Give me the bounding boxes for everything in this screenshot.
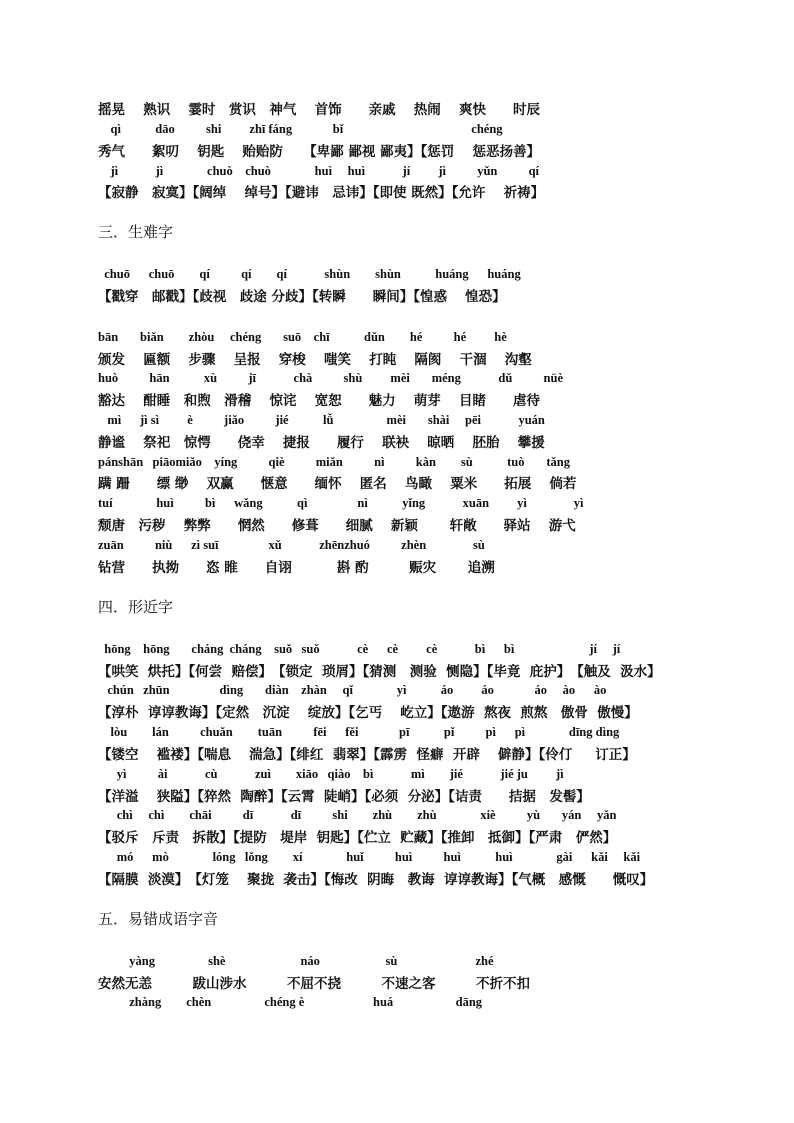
pinyin-row-16: mó mò lóng lǒng xí huǐ huì huì huì gài kǎi kǎi [98,850,641,864]
pinyin-row-7: mì jì sì è jiǎo jié lǚ mèi shài pēi yuán [98,413,545,427]
vocab-row-2: 秀气 絮叨 钥匙 贻贻防 【卑鄙 鄙视 鄙夷】【惩罚 惩恶扬善】 [98,144,540,160]
vocab-row-1: 摇晃 熟识 霎时 赏识 神气 首饰 亲戚 热闹 爽快 时辰 [98,102,540,118]
idiom-row-1: 安然无恙 跋山涉水 不屈不挠 不速之客 不折不扣 [98,976,530,992]
section-heading-4: 四．形近字 [98,598,174,616]
vocab-row-9: 颓唐 污秽 弊弊 惘然 修葺 细腻 新颖 轩敞 驿站 游弋 [98,518,576,534]
pinyin-row-13: lòu lán chuǎn tuān fēi fěi pī pǐ pì pì dīng dìng [98,725,620,739]
vocab-row-8: 蹒 跚 缥 缈 双赢 惬意 缅怀 匿名 鸟瞰 粟米 拓展 倘若 [98,476,577,492]
pinyin-row-12: chún zhūn dìng diàn zhàn qǐ yì áo áo áo ào ào [98,683,607,697]
vocab-row-4: 【戳穿 邮戳】【歧视 歧途 分歧】【转瞬 瞬间】【惶惑 惶恐】 [98,289,506,305]
section-heading-3: 三．生难字 [98,223,174,241]
vocab-row-13: 【镂空 褴褛】【喘息 湍急】【绯红 翡翠】【霹雳 怪癖 开辟 僻静】【伶仃 订正】 [98,747,636,763]
vocab-row-14: 【洋溢 狭隘】【猝然 陶醉】【云霄 陡峭】【必须 分泌】【诘责 拮据 发髻】 [98,789,590,805]
pinyin-row-8: pánshān piāomiǎo yíng qiè miǎn nì kàn sù tuò tǎng [98,455,570,469]
vocab-row-12: 【淳朴 谆谆教诲】【定然 沉淀 绽放】【乞丐 屹立】【遨游 熬夜 煎熬 傲骨 傲慢】 [98,705,638,721]
pinyin-row-5: bān biǎn zhòu chéng suō chī dǔn hé hé hè [98,330,507,344]
pinyin-row-4: chuō chuō qí qí qí shùn shùn huáng huáng [98,267,521,281]
pinyin-row-9: tuí huì bì wǎng qì nì yǐng xuān yì yì [98,496,584,510]
pinyin-row-6: huò hān xù jī chà shù mèi méng dǔ nüè [98,371,563,385]
pinyin-row-14: yì ài cù zuì xiāo qiào bì mì jié jié ju jì [98,767,564,781]
pinyin-row-3: jì jì chuò chuò huì huì jí jì yǔn qí [98,164,540,178]
vocab-row-6: 豁达 酣睡 和煦 滑稽 惊诧 宽恕 魅力 萌芽 目睹 虐待 [98,393,540,409]
pinyin-row-2: qì dāo shi zhī fáng bǐ chéng [98,122,503,136]
vocab-row-7: 静谧 祭祀 惊愕 侥幸 捷报 履行 联袂 晾晒 胚胎 攀援 [98,435,545,451]
vocab-row-11: 【哄笑 烘托】【何尝 赔偿】 【锁定 琐屑】【猜测 测验 恻隐】【毕竟 庇护】 【触及 汲水】 [98,664,661,680]
vocab-row-5: 颁发 匾额 步骤 呈报 穿梭 嗤笑 打盹 隔阂 干涸 沟壑 [98,352,532,368]
pinyin-row-17: yàng shè náo sù zhé [98,954,494,968]
pinyin-row-15: chì chì chāi dī dī shi zhù zhù xiè yù yán yǎn [98,808,617,822]
pinyin-row-10: zuān niù zì suī xǔ zhēnzhuó zhèn sù [98,538,485,552]
vocab-row-15: 【驳斥 斥责 拆散】【提防 堤岸 钥匙】【伫立 贮藏】【推卸 抵御】【严肃 俨然】 [98,830,617,846]
vocab-row-16: 【隔膜 淡漠】 【灯笼 聚拢 袭击】【悔改 阴晦 教诲 谆谆教诲】【气概 感慨 慨叹】 [98,872,654,888]
pinyin-row-18: zhàng chèn chéng è huá dāng [98,995,483,1009]
vocab-row-10: 钻营 执拗 恣 睢 自诩 斟 酌 赈灾 追溯 [98,560,495,576]
vocab-row-3: 【寂静 寂寞】【阔绰 绰号】【避讳 忌讳】【即使 既然】【允许 祈祷】 [98,185,545,201]
section-heading-5: 五．易错成语字音 [98,910,219,928]
pinyin-row-11: hōng hōng cháng cháng suǒ suǒ cè cè cè bì bì jí jí [98,642,621,656]
